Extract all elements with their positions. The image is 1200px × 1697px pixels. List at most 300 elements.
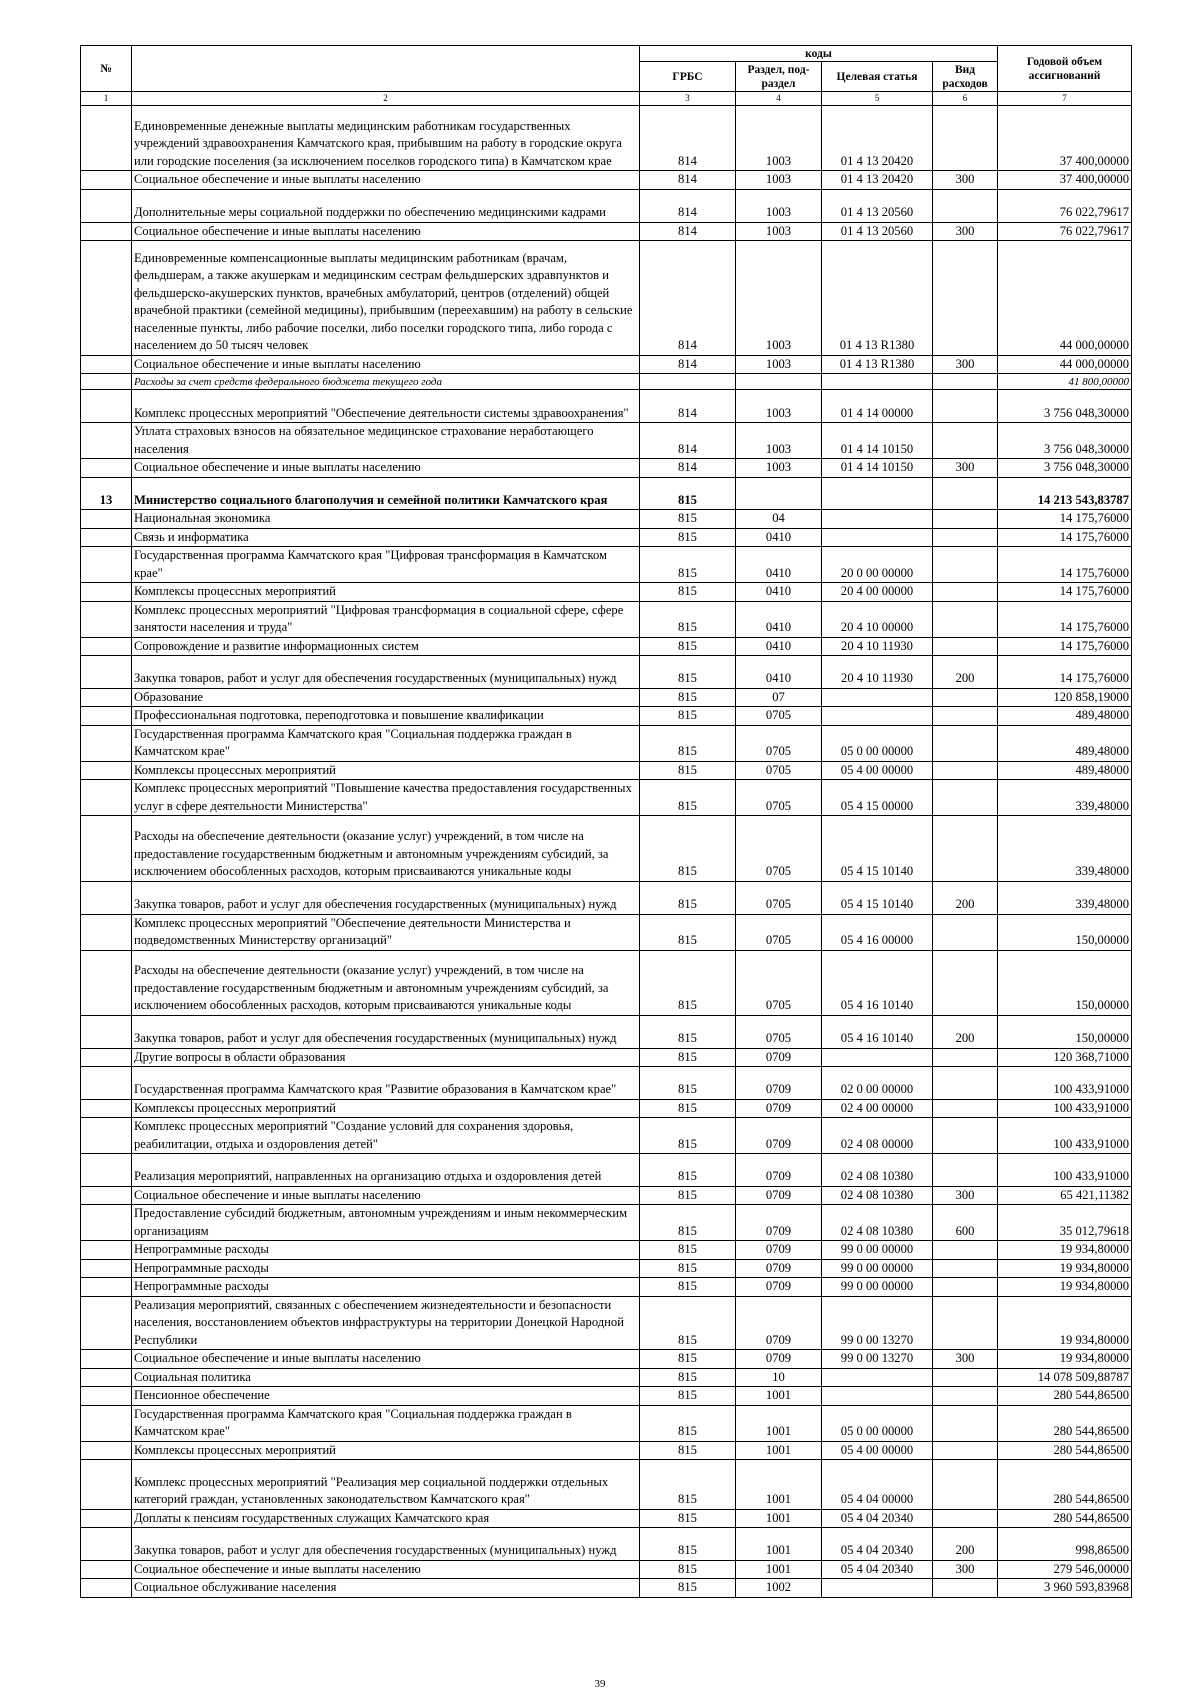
row-number-cell <box>81 725 132 761</box>
row-expense-type <box>933 1118 998 1154</box>
row-target-article <box>822 707 933 726</box>
row-number-cell <box>81 1460 132 1509</box>
row-expense-type <box>933 423 998 459</box>
header-cel: Целевая статья <box>822 62 933 92</box>
header-grbs: ГРБС <box>640 62 736 92</box>
row-grbs: 815 <box>640 1241 736 1260</box>
row-razdel: 04 <box>736 510 822 529</box>
row-amount: 14 175,76000 <box>998 547 1132 583</box>
row-razdel: 07 <box>736 688 822 707</box>
row-number-cell <box>81 1560 132 1579</box>
row-number-cell <box>81 355 132 374</box>
row-amount: 280 544,86500 <box>998 1509 1132 1528</box>
row-amount: 279 546,00000 <box>998 1560 1132 1579</box>
row-grbs: 815 <box>640 1579 736 1598</box>
row-razdel: 0410 <box>736 656 822 689</box>
row-target-article: 02 4 08 00000 <box>822 1118 933 1154</box>
row-razdel: 0705 <box>736 881 822 914</box>
row-grbs: 815 <box>640 1509 736 1528</box>
row-razdel: 0705 <box>736 780 822 816</box>
row-expense-type <box>933 189 998 222</box>
row-number-cell <box>81 1296 132 1350</box>
header-vid: Вид расходов <box>933 62 998 92</box>
row-grbs: 814 <box>640 222 736 241</box>
row-amount: 100 433,91000 <box>998 1099 1132 1118</box>
row-number-cell <box>81 1579 132 1598</box>
row-target-article: 05 4 04 20340 <box>822 1509 933 1528</box>
column-number-row <box>81 92 1132 106</box>
row-razdel: 0709 <box>736 1296 822 1350</box>
row-number-cell <box>81 1387 132 1406</box>
row-amount: 37 400,00000 <box>998 106 1132 171</box>
row-amount: 44 000,00000 <box>998 355 1132 374</box>
table-row <box>81 1528 1132 1561</box>
row-expense-type <box>933 1441 998 1460</box>
row-expense-type: 300 <box>933 1560 998 1579</box>
row-expense-type <box>933 1405 998 1441</box>
row-expense-type <box>933 707 998 726</box>
row-amount: 100 433,91000 <box>998 1154 1132 1187</box>
row-expense-type: 200 <box>933 656 998 689</box>
row-target-article: 20 4 00 00000 <box>822 583 933 602</box>
row-amount: 339,48000 <box>998 780 1132 816</box>
row-name: Расходы на обеспечение деятельности (оказание услуг) учреждений, в том числе на предоставление государственным бюджетным и автономным учреждениям субсидий, за исключением обособленных расходов, которым присваиваются уникальные коды <box>132 950 640 1015</box>
row-razdel: 1003 <box>736 171 822 190</box>
row-expense-type <box>933 950 998 1015</box>
row-grbs: 815 <box>640 547 736 583</box>
table-row <box>81 725 1132 761</box>
row-razdel: 0709 <box>736 1241 822 1260</box>
row-target-article: 05 4 00 00000 <box>822 1441 933 1460</box>
row-grbs: 815 <box>640 1118 736 1154</box>
row-expense-type <box>933 528 998 547</box>
row-grbs: 815 <box>640 816 736 881</box>
row-target-article <box>822 1368 933 1387</box>
row-name: Социальное обеспечение и иные выплаты населению <box>132 1186 640 1205</box>
row-target-article: 05 4 04 20340 <box>822 1528 933 1561</box>
table-row <box>81 1387 1132 1406</box>
row-name: Социальное обеспечение и иные выплаты населению <box>132 1350 640 1369</box>
row-grbs: 815 <box>640 1186 736 1205</box>
row-target-article: 99 0 00 00000 <box>822 1259 933 1278</box>
row-target-article <box>822 477 933 510</box>
row-name: Социальная политика <box>132 1368 640 1387</box>
row-expense-type <box>933 1368 998 1387</box>
row-grbs: 815 <box>640 1368 736 1387</box>
row-grbs: 815 <box>640 1560 736 1579</box>
row-name: Комплекс процессных мероприятий "Обеспечение деятельности Министерства и подведомственных Министерству организаций" <box>132 914 640 950</box>
row-amount: 37 400,00000 <box>998 171 1132 190</box>
row-number-cell <box>81 1528 132 1561</box>
row-number-cell <box>81 547 132 583</box>
row-razdel: 1003 <box>736 423 822 459</box>
row-target-article: 05 4 16 10140 <box>822 1015 933 1048</box>
row-grbs: 815 <box>640 510 736 529</box>
row-target-article: 01 4 13 R1380 <box>822 355 933 374</box>
row-amount: 19 934,80000 <box>998 1296 1132 1350</box>
row-amount: 14 175,76000 <box>998 601 1132 637</box>
page-number: 39 <box>594 1678 606 1690</box>
row-number-cell <box>81 707 132 726</box>
table-row <box>81 1154 1132 1187</box>
row-target-article: 02 4 08 10380 <box>822 1154 933 1187</box>
column-number: 7 <box>998 92 1132 106</box>
row-target-article: 05 4 16 00000 <box>822 914 933 950</box>
row-amount: 14 175,76000 <box>998 583 1132 602</box>
row-amount: 19 934,80000 <box>998 1259 1132 1278</box>
row-number-cell <box>81 1259 132 1278</box>
row-name: Образование <box>132 688 640 707</box>
row-name: Социальное обеспечение и иные выплаты населению <box>132 222 640 241</box>
row-name: Сопровождение и развитие информационных систем <box>132 637 640 656</box>
row-grbs: 815 <box>640 1259 736 1278</box>
table-row <box>81 950 1132 1015</box>
row-razdel: 10 <box>736 1368 822 1387</box>
row-expense-type <box>933 761 998 780</box>
row-name: Комплексы процессных мероприятий <box>132 1441 640 1460</box>
row-razdel: 1001 <box>736 1509 822 1528</box>
row-amount: 280 544,86500 <box>998 1441 1132 1460</box>
row-target-article: 01 4 13 R1380 <box>822 241 933 355</box>
row-amount: 280 544,86500 <box>998 1387 1132 1406</box>
row-grbs: 814 <box>640 171 736 190</box>
row-target-article <box>822 1387 933 1406</box>
row-razdel: 0705 <box>736 761 822 780</box>
table-row <box>81 171 1132 190</box>
row-name: Социальное обеспечение и иные выплаты населению <box>132 355 640 374</box>
row-target-article: 01 4 13 20560 <box>822 222 933 241</box>
row-number-cell <box>81 106 132 171</box>
row-number-cell <box>81 761 132 780</box>
row-name: Предоставление субсидий бюджетным, автономным учреждениям и иным некоммерческим организациям <box>132 1205 640 1241</box>
row-grbs: 814 <box>640 241 736 355</box>
row-number-cell <box>81 222 132 241</box>
row-expense-type <box>933 374 998 390</box>
table-row <box>81 1460 1132 1509</box>
table-body <box>81 106 1132 1598</box>
row-amount: 14 175,76000 <box>998 637 1132 656</box>
row-number-cell <box>81 374 132 390</box>
row-expense-type <box>933 1154 998 1187</box>
row-razdel: 0410 <box>736 601 822 637</box>
row-target-article: 02 4 08 10380 <box>822 1205 933 1241</box>
table-row <box>81 510 1132 529</box>
row-grbs: 815 <box>640 1067 736 1100</box>
row-expense-type: 300 <box>933 1186 998 1205</box>
row-grbs: 815 <box>640 477 736 510</box>
row-razdel: 1002 <box>736 1579 822 1598</box>
row-name: Комплексы процессных мероприятий <box>132 583 640 602</box>
row-amount: 150,00000 <box>998 1015 1132 1048</box>
row-number-cell <box>81 171 132 190</box>
row-number-cell <box>81 914 132 950</box>
row-name: Комплекс процессных мероприятий "Создание условий для сохранения здоровья, реабилитации, отдыха и оздоровления детей" <box>132 1118 640 1154</box>
row-target-article: 05 0 00 00000 <box>822 725 933 761</box>
row-grbs: 815 <box>640 881 736 914</box>
row-razdel: 0705 <box>736 1015 822 1048</box>
table-row <box>81 547 1132 583</box>
row-amount: 14 175,76000 <box>998 510 1132 529</box>
row-target-article: 05 0 00 00000 <box>822 1405 933 1441</box>
row-amount: 19 934,80000 <box>998 1350 1132 1369</box>
row-number-cell <box>81 1205 132 1241</box>
row-number-cell <box>81 1441 132 1460</box>
column-number: 4 <box>736 92 822 106</box>
row-target-article: 99 0 00 13270 <box>822 1350 933 1369</box>
row-name: Государственная программа Камчатского края "Развитие образования в Камчатском крае" <box>132 1067 640 1100</box>
row-expense-type <box>933 1099 998 1118</box>
row-amount: 14 078 509,88787 <box>998 1368 1132 1387</box>
table-row <box>81 656 1132 689</box>
row-name: Закупка товаров, работ и услуг для обеспечения государственных (муниципальных) нужд <box>132 1528 640 1561</box>
row-name: Государственная программа Камчатского края "Социальная поддержка граждан в Камчатском крае" <box>132 1405 640 1441</box>
row-name: Другие вопросы в области образования <box>132 1048 640 1067</box>
row-name: Социальное обеспечение и иные выплаты населению <box>132 459 640 478</box>
row-number-cell <box>81 189 132 222</box>
budget-table <box>80 45 1132 1598</box>
row-name: Министерство социального благополучия и семейной политики Камчатского края <box>132 477 640 510</box>
row-number-cell <box>81 656 132 689</box>
row-name: Доплаты к пенсиям государственных служащих Камчатского края <box>132 1509 640 1528</box>
row-grbs: 815 <box>640 1387 736 1406</box>
row-amount: 14 175,76000 <box>998 528 1132 547</box>
table-row <box>81 1048 1132 1067</box>
table-row <box>81 222 1132 241</box>
row-razdel: 1003 <box>736 459 822 478</box>
row-expense-type <box>933 914 998 950</box>
row-expense-type <box>933 547 998 583</box>
row-target-article: 05 4 00 00000 <box>822 761 933 780</box>
row-name: Закупка товаров, работ и услуг для обеспечения государственных (муниципальных) нужд <box>132 1015 640 1048</box>
row-razdel: 0410 <box>736 547 822 583</box>
row-grbs: 815 <box>640 688 736 707</box>
table-row <box>81 1368 1132 1387</box>
row-razdel: 0410 <box>736 637 822 656</box>
row-amount: 100 433,91000 <box>998 1067 1132 1100</box>
table-row <box>81 1278 1132 1297</box>
row-amount: 489,48000 <box>998 725 1132 761</box>
row-expense-type <box>933 390 998 423</box>
row-expense-type: 300 <box>933 459 998 478</box>
row-razdel: 1001 <box>736 1528 822 1561</box>
row-razdel: 1001 <box>736 1387 822 1406</box>
row-amount: 19 934,80000 <box>998 1278 1132 1297</box>
row-amount: 120 368,71000 <box>998 1048 1132 1067</box>
row-razdel: 0709 <box>736 1205 822 1241</box>
table-row <box>81 1405 1132 1441</box>
row-expense-type: 300 <box>933 222 998 241</box>
row-target-article <box>822 510 933 529</box>
row-grbs <box>640 374 736 390</box>
row-number-cell <box>81 688 132 707</box>
row-grbs: 815 <box>640 1296 736 1350</box>
row-amount: 76 022,79617 <box>998 222 1132 241</box>
row-number-cell <box>81 1015 132 1048</box>
row-target-article <box>822 1579 933 1598</box>
row-number-cell <box>81 1067 132 1100</box>
row-expense-type <box>933 1296 998 1350</box>
table-row <box>81 1441 1132 1460</box>
row-grbs: 815 <box>640 583 736 602</box>
table-row <box>81 1350 1132 1369</box>
column-number: 5 <box>822 92 933 106</box>
row-grbs: 815 <box>640 950 736 1015</box>
row-name: Расходы за счет средств федерального бюджета текущего года <box>132 374 640 390</box>
row-expense-type: 600 <box>933 1205 998 1241</box>
row-name: Закупка товаров, работ и услуг для обеспечения государственных (муниципальных) нужд <box>132 881 640 914</box>
row-amount: 3 756 048,30000 <box>998 423 1132 459</box>
row-name: Непрограммные расходы <box>132 1259 640 1278</box>
row-expense-type <box>933 1509 998 1528</box>
row-name: Расходы на обеспечение деятельности (оказание услуг) учреждений, в том числе на предоставление государственным бюджетным и автономным учреждениям субсидий, за исключением обособленных расходов, которым присваиваются уникальные коды <box>132 816 640 881</box>
row-grbs: 815 <box>640 1405 736 1441</box>
row-expense-type: 300 <box>933 1350 998 1369</box>
header-num: № <box>81 46 132 92</box>
row-target-article: 20 4 10 11930 <box>822 656 933 689</box>
row-number-cell <box>81 241 132 355</box>
table-row <box>81 189 1132 222</box>
row-grbs: 814 <box>640 106 736 171</box>
table-row <box>81 637 1132 656</box>
row-name: Социальное обеспечение и иные выплаты населению <box>132 171 640 190</box>
row-number-cell <box>81 1509 132 1528</box>
row-grbs: 815 <box>640 725 736 761</box>
row-expense-type <box>933 1067 998 1100</box>
row-target-article: 01 4 14 10150 <box>822 423 933 459</box>
table-row <box>81 914 1132 950</box>
row-target-article: 05 4 04 20340 <box>822 1560 933 1579</box>
row-razdel: 0705 <box>736 914 822 950</box>
row-razdel: 0709 <box>736 1186 822 1205</box>
table-row <box>81 688 1132 707</box>
table-row <box>81 477 1132 510</box>
row-name: Национальная экономика <box>132 510 640 529</box>
row-expense-type <box>933 583 998 602</box>
row-grbs: 815 <box>640 707 736 726</box>
row-expense-type <box>933 477 998 510</box>
table-row <box>81 1015 1132 1048</box>
row-grbs: 815 <box>640 1528 736 1561</box>
row-razdel: 1001 <box>736 1405 822 1441</box>
table-row <box>81 374 1132 390</box>
row-amount: 3 756 048,30000 <box>998 459 1132 478</box>
row-name: Комплекс процессных мероприятий "Реализация мер социальной поддержки отдельных категорий граждан, установленных законодательством Камчатского края" <box>132 1460 640 1509</box>
row-razdel: 0709 <box>736 1099 822 1118</box>
row-grbs: 815 <box>640 1441 736 1460</box>
row-amount: 14 175,76000 <box>998 656 1132 689</box>
row-expense-type <box>933 1278 998 1297</box>
row-razdel: 1003 <box>736 390 822 423</box>
table-row <box>81 1118 1132 1154</box>
row-amount: 14 213 543,83787 <box>998 477 1132 510</box>
row-grbs: 814 <box>640 423 736 459</box>
row-grbs: 815 <box>640 601 736 637</box>
row-amount: 489,48000 <box>998 707 1132 726</box>
row-grbs: 815 <box>640 1015 736 1048</box>
table-row <box>81 780 1132 816</box>
row-expense-type <box>933 780 998 816</box>
table-row <box>81 1205 1132 1241</box>
row-target-article: 99 0 00 00000 <box>822 1278 933 1297</box>
table-row <box>81 1259 1132 1278</box>
row-number-cell <box>81 1278 132 1297</box>
row-razdel: 1003 <box>736 355 822 374</box>
row-razdel: 0410 <box>736 583 822 602</box>
row-name: Единовременные компенсационные выплаты медицинским работникам (врачам, фельдшерам, а также акушеркам и медицинским сестрам фельдшерских здравпунктов и фельдшерско-акушерских пунктов, врачебных амбулаторий, центров (отделений) общей врачебной практики (семейной медицины), прибывшим (переехавшим) на работу в сельские населенные пункты, либо рабочие поселки, либо поселки городского типа, либо города с населением до 50 тысяч человек <box>132 241 640 355</box>
row-number-cell <box>81 1350 132 1369</box>
row-expense-type: 200 <box>933 881 998 914</box>
row-target-article: 01 4 13 20420 <box>822 171 933 190</box>
row-number-cell <box>81 528 132 547</box>
row-number-cell <box>81 459 132 478</box>
row-name: Комплекс процессных мероприятий "Цифровая трансформация в социальной сфере, сфере занятости населения и труда" <box>132 601 640 637</box>
row-grbs: 815 <box>640 1278 736 1297</box>
row-target-article: 01 4 13 20420 <box>822 106 933 171</box>
row-number-cell <box>81 423 132 459</box>
row-number-cell <box>81 1118 132 1154</box>
row-target-article: 02 0 00 00000 <box>822 1067 933 1100</box>
table-row <box>81 881 1132 914</box>
row-name: Непрограммные расходы <box>132 1278 640 1297</box>
row-name: Профессиональная подготовка, переподготовка и повышение квалификации <box>132 707 640 726</box>
table-row <box>81 761 1132 780</box>
row-amount: 339,48000 <box>998 881 1132 914</box>
row-target-article: 05 4 15 10140 <box>822 816 933 881</box>
row-razdel: 0709 <box>736 1350 822 1369</box>
row-target-article: 01 4 13 20560 <box>822 189 933 222</box>
column-number: 3 <box>640 92 736 106</box>
row-number-cell <box>81 510 132 529</box>
row-grbs: 814 <box>640 355 736 374</box>
table-row <box>81 1296 1132 1350</box>
row-grbs: 814 <box>640 459 736 478</box>
table-row <box>81 583 1132 602</box>
row-number-cell <box>81 583 132 602</box>
row-grbs: 815 <box>640 780 736 816</box>
row-amount: 3 960 593,83968 <box>998 1579 1132 1598</box>
row-target-article: 05 4 04 00000 <box>822 1460 933 1509</box>
row-number-cell <box>81 1048 132 1067</box>
row-razdel: 1001 <box>736 1560 822 1579</box>
row-expense-type <box>933 1259 998 1278</box>
row-name: Реализация мероприятий, связанных с обеспечением жизнедеятельности и безопасности населения, восстановлением объектов инфраструктуры на территории Донецкой Народной Республики <box>132 1296 640 1350</box>
row-number-cell <box>81 390 132 423</box>
row-expense-type <box>933 1241 998 1260</box>
row-target-article: 01 4 14 10150 <box>822 459 933 478</box>
row-target-article <box>822 528 933 547</box>
row-razdel: 0410 <box>736 528 822 547</box>
row-expense-type <box>933 725 998 761</box>
row-amount: 280 544,86500 <box>998 1460 1132 1509</box>
row-expense-type <box>933 1048 998 1067</box>
row-number-cell <box>81 1405 132 1441</box>
row-grbs: 815 <box>640 656 736 689</box>
row-grbs: 815 <box>640 1154 736 1187</box>
table-row <box>81 1241 1132 1260</box>
table-row <box>81 106 1132 171</box>
row-number-cell <box>81 881 132 914</box>
row-grbs: 815 <box>640 1205 736 1241</box>
row-razdel: 1003 <box>736 241 822 355</box>
row-razdel: 0705 <box>736 950 822 1015</box>
row-number-cell <box>81 780 132 816</box>
row-razdel: 0705 <box>736 707 822 726</box>
row-amount: 998,86500 <box>998 1528 1132 1561</box>
row-name: Комплексы процессных мероприятий <box>132 1099 640 1118</box>
row-amount: 150,00000 <box>998 950 1132 1015</box>
row-grbs: 815 <box>640 637 736 656</box>
row-name: Связь и информатика <box>132 528 640 547</box>
